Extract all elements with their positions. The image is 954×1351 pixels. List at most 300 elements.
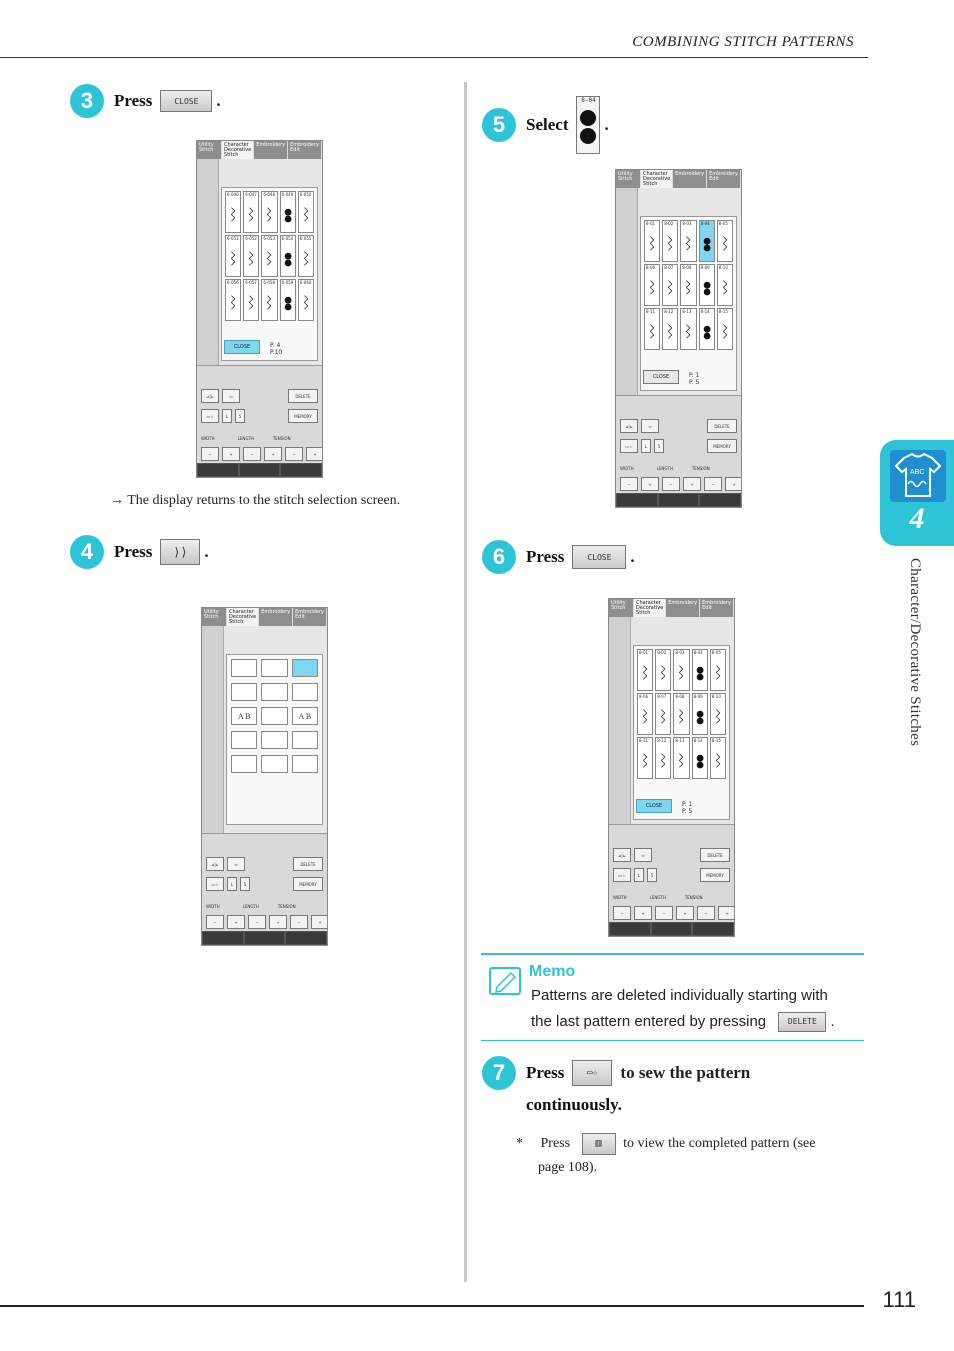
lcd-screen-category-select (201, 607, 328, 946)
memory-key[interactable]: MEMORY (293, 877, 323, 891)
satin-dots-icon (578, 104, 598, 148)
needle-key[interactable]: ⇦ (641, 419, 659, 433)
continuous-key[interactable]: ▭☆ (613, 868, 631, 882)
page-indicator: P. 1 P. 5 (689, 372, 700, 386)
stitch-cell[interactable] (243, 191, 259, 233)
minus-key[interactable]: − (248, 915, 266, 929)
stitch-cell[interactable] (644, 308, 660, 350)
stitch-cell[interactable] (662, 264, 678, 306)
page-number: 111 (882, 1287, 916, 1312)
stitch-cell[interactable] (673, 649, 689, 691)
lcd-bottom-controls (202, 833, 327, 945)
category-button[interactable] (292, 659, 318, 677)
page-indicator: P. 4 P.10 (270, 342, 283, 356)
minus-key[interactable]: − (285, 447, 303, 461)
stitch-pattern-icon (683, 229, 693, 259)
mirror-key[interactable]: ⊿|⊾ (613, 848, 631, 862)
memo-line-1: Patterns are deleted individually starting with (531, 987, 828, 1004)
header-rule (0, 57, 868, 58)
stitch-pattern-icon (264, 244, 274, 274)
chapter-side-label: Character/Decorative Stitches (907, 558, 923, 747)
stitch-code: 8-14 (700, 309, 710, 314)
delete-key[interactable]: DELETE (700, 848, 730, 862)
stitch-cell[interactable] (662, 220, 678, 262)
stitch-pattern-icon (713, 658, 723, 688)
svg-text:ABC: ABC (910, 469, 925, 476)
stitch-pattern-icon (647, 229, 657, 259)
stitch-pattern-icon (720, 273, 730, 303)
category-button[interactable] (231, 731, 257, 749)
step-text-after: to sew the pattern (620, 1063, 751, 1082)
minus-key[interactable]: − (655, 906, 673, 920)
stitch-cell[interactable] (243, 279, 259, 321)
stitch-cell[interactable] (280, 235, 296, 277)
category-button[interactable] (292, 683, 318, 701)
stitch-pattern-icon (246, 244, 256, 274)
stitch-pattern-icon (658, 658, 668, 688)
tab-embroidery[interactable]: Embroidery (254, 141, 288, 159)
s-key[interactable]: 5 (235, 409, 245, 423)
needle-key[interactable]: ⇦ (222, 389, 240, 403)
stitch-cell[interactable] (710, 737, 726, 779)
lcd-footbar (202, 931, 327, 945)
stitch-cell[interactable] (644, 220, 660, 262)
stitch-pattern-icon (676, 702, 686, 732)
plus-key[interactable]: + (725, 477, 742, 491)
stitch-pattern-icon (283, 244, 293, 274)
stitch-cell[interactable] (717, 220, 733, 262)
stitch-pattern-icon (658, 702, 668, 732)
lcd-close-button[interactable]: CLOSE (643, 370, 679, 384)
chapter-tab[interactable] (880, 440, 954, 546)
stitch-code: 8-01 (646, 221, 656, 226)
minus-key[interactable]: − (201, 447, 219, 461)
stitch-pattern-icon (246, 288, 256, 318)
stitch-pattern-icon (283, 200, 293, 230)
width-label: WIDTH (620, 465, 634, 471)
plus-key[interactable]: + (269, 915, 287, 929)
step-number: 7 (482, 1056, 516, 1090)
stitch-cell[interactable] (717, 264, 733, 306)
lcd-screen-stitch-select-a (196, 140, 323, 478)
step-number: 5 (482, 108, 516, 142)
lcd-tabs (202, 608, 327, 626)
step-4 (70, 535, 209, 569)
lcd-leftbar (197, 159, 219, 365)
stitch-pattern-icon (695, 702, 705, 732)
category-button[interactable] (261, 659, 287, 677)
stitch-code: 8-10 (718, 265, 728, 270)
stitch-code: 6-047 (245, 192, 257, 197)
stitch-pattern-icon (301, 200, 311, 230)
memo-line-2 (531, 1009, 861, 1035)
stitch-code: 8-11 (646, 309, 656, 314)
stitch-pattern-icon (720, 229, 730, 259)
lcd-close-button[interactable]: CLOSE (636, 799, 672, 813)
l-key[interactable]: L (641, 439, 651, 453)
stitch-pattern-icon (647, 317, 657, 347)
step-3 (70, 84, 221, 118)
mirror-key[interactable]: ⊿|⊾ (206, 857, 224, 871)
stitch-cell[interactable] (298, 191, 314, 233)
step-7-line-2: continuously. (526, 1095, 622, 1114)
stitch-code: 8-12 (657, 738, 667, 743)
stitch-pattern-icon (665, 229, 675, 259)
delete-key[interactable]: DELETE (288, 389, 318, 403)
plus-key[interactable]: + (718, 906, 735, 920)
view-pattern-button[interactable]: ▥ (582, 1133, 616, 1155)
l-key[interactable]: L (222, 409, 232, 423)
note-bullet: * (516, 1136, 523, 1151)
stitch-cell[interactable] (699, 220, 715, 262)
length-label: LENGTH (242, 903, 259, 909)
stitch-pattern-icon (702, 229, 712, 259)
stitch-cell[interactable] (261, 279, 277, 321)
stitch-code: 6-050 (299, 192, 312, 197)
lcd-tabs (616, 170, 741, 188)
step-6 (482, 540, 635, 574)
memory-key[interactable]: MEMORY (707, 439, 737, 453)
width-label: WIDTH (613, 894, 627, 900)
step-period: . (630, 547, 635, 566)
plus-key[interactable]: + (311, 915, 328, 929)
step-5 (482, 96, 609, 154)
stitch-pattern-icon (665, 317, 675, 347)
footer-rule (0, 1305, 864, 1307)
stitch-pattern-icon (665, 273, 675, 303)
tab-utility[interactable]: Utility Stitch (197, 141, 222, 159)
note-post: to view the completed pattern (see (623, 1136, 816, 1151)
stitch-8-04-button[interactable] (576, 96, 600, 154)
stitch-cell[interactable] (673, 693, 689, 735)
category-button[interactable] (292, 755, 318, 773)
length-label: LENGTH (237, 435, 254, 441)
memory-key[interactable]: MEMORY (288, 409, 318, 423)
lcd-footbar (616, 493, 741, 507)
stitch-pattern-icon (702, 273, 712, 303)
length-label: LENGTH (649, 894, 666, 900)
stitch-pattern-icon (676, 658, 686, 688)
stitch-code: 6-046 (227, 192, 239, 197)
stitch-code: 8-05 (718, 221, 728, 226)
tab-embroidery[interactable]: Embroidery (259, 608, 293, 626)
close-button[interactable]: CLOSE (572, 545, 626, 569)
stitch-code: 6-053 (263, 236, 276, 241)
stitch-pattern-icon (640, 658, 650, 688)
stitch-cell[interactable] (225, 191, 241, 233)
stitch-cell[interactable] (298, 279, 314, 321)
category-button[interactable]: A B (231, 707, 257, 725)
tab-embroidery[interactable]: Embroidery (666, 599, 700, 617)
stitch-cell[interactable] (225, 235, 241, 277)
plus-key[interactable]: + (306, 447, 323, 461)
close-button[interactable]: CLOSE (160, 90, 212, 112)
tab-embroidery-edit[interactable]: Embroidery Edit (288, 141, 322, 159)
stitch-code: 8-12 (664, 309, 674, 314)
stitch-cell[interactable] (717, 308, 733, 350)
stitch-code: 8-03 (682, 221, 692, 226)
plus-key[interactable]: + (683, 477, 701, 491)
column-divider (464, 82, 467, 1282)
memo-text (531, 983, 861, 1035)
s-key[interactable]: 5 (240, 877, 250, 891)
stitch-panel (633, 645, 730, 820)
lcd-leftbar (202, 626, 224, 833)
memo-pencil-icon (489, 967, 521, 995)
stitch-code: 8-06 (639, 694, 649, 699)
stitch-cell[interactable] (680, 264, 696, 306)
page-indicator: P. 1 P. 5 (682, 801, 693, 815)
lcd-tabs (197, 141, 322, 159)
step-7-note (516, 1132, 856, 1180)
stitch-code: 8-14 (693, 738, 703, 743)
stitch-cell[interactable] (699, 308, 715, 350)
stitch-code: 8-07 (664, 265, 674, 270)
length-label: LENGTH (656, 465, 673, 471)
stitch-cell[interactable] (655, 693, 671, 735)
s-key[interactable]: 5 (654, 439, 664, 453)
stitch-pattern-icon (683, 273, 693, 303)
stitch-cell[interactable] (637, 649, 653, 691)
continuous-key[interactable]: ▭☆ (201, 409, 219, 423)
memory-key[interactable]: MEMORY (700, 868, 730, 882)
stitch-panel (221, 187, 318, 361)
stitch-pattern-icon (301, 244, 311, 274)
stitch-cell[interactable] (261, 235, 277, 277)
stitch-code: 6-056 (227, 280, 239, 285)
continuous-key[interactable]: ▭☆ (206, 877, 224, 891)
stitch-cell[interactable] (655, 737, 671, 779)
stitch-grid (644, 220, 733, 350)
stitch-cell[interactable] (280, 279, 296, 321)
stitch-pattern-icon (647, 273, 657, 303)
stitch-code: 8-05 (711, 650, 721, 655)
stitch-cell[interactable] (637, 737, 653, 779)
stitch-cell[interactable] (710, 693, 726, 735)
header-title: COMBINING STITCH PATTERNS (632, 34, 854, 50)
stitch-pattern-icon (720, 317, 730, 347)
stitch-pattern-icon (228, 244, 238, 274)
minus-key[interactable]: − (662, 477, 680, 491)
stitch-cell[interactable] (699, 264, 715, 306)
stitch-code: 6-059 (281, 280, 294, 285)
needle-key[interactable]: ⇦ (227, 857, 245, 871)
step-number: 4 (70, 535, 104, 569)
minus-key[interactable]: − (613, 906, 631, 920)
plus-key[interactable]: + (676, 906, 694, 920)
stitch-pattern-icon (713, 746, 723, 776)
category-grid (231, 659, 318, 773)
stitch-code: 8-13 (682, 309, 692, 314)
category-button[interactable] (231, 659, 257, 677)
lcd-screen-stitch-select-c (608, 598, 735, 937)
l-key[interactable]: L (634, 868, 644, 882)
stitch-code: 8-01 (639, 650, 649, 655)
stitch-code: 8-06 (646, 265, 656, 270)
stitch-cell[interactable] (298, 235, 314, 277)
lcd-close-button[interactable]: CLOSE (224, 340, 260, 354)
tab-embroidery-edit[interactable]: Embroidery Edit (700, 599, 734, 617)
stitch-cell[interactable] (692, 693, 708, 735)
stitch-cell[interactable] (662, 308, 678, 350)
stitch-pattern-icon (228, 288, 238, 318)
tab-utility[interactable]: Utility Stitch (609, 599, 634, 617)
tab-character[interactable]: Character Decorative Stitch (634, 599, 666, 617)
stitch-cell[interactable] (280, 191, 296, 233)
tab-character[interactable]: Character Decorative Stitch (222, 141, 254, 159)
category-button[interactable] (261, 731, 287, 749)
stitch-pattern-icon (246, 200, 256, 230)
stitch-pattern-icon (228, 200, 238, 230)
stitch-cell[interactable] (692, 737, 708, 779)
delete-key[interactable]: DELETE (293, 857, 323, 871)
stitch-pattern-icon (264, 288, 274, 318)
tab-embroidery-edit[interactable]: Embroidery Edit (707, 170, 741, 188)
stitch-pattern-icon (713, 702, 723, 732)
stitch-code: 8-13 (675, 738, 685, 743)
stitch-code: 8-04 (700, 221, 710, 226)
minus-key[interactable]: − (206, 915, 224, 929)
stitch-code: 6-055 (299, 236, 312, 241)
continuous-sew-button[interactable]: ▭☆ (572, 1060, 612, 1086)
minus-key[interactable]: − (704, 477, 722, 491)
category-button[interactable] (261, 707, 287, 725)
needle-key[interactable]: ⇦ (634, 848, 652, 862)
continuous-key[interactable]: ▭☆ (620, 439, 638, 453)
lcd-footbar (197, 463, 322, 477)
lcd-screen-stitch-select-b (615, 169, 742, 508)
memo-period: . (830, 1013, 835, 1030)
stitch-pattern-icon (283, 288, 293, 318)
stitch-cell[interactable] (655, 649, 671, 691)
stitch-cell[interactable] (225, 279, 241, 321)
stitch-code: 8-04 (693, 650, 703, 655)
step-text: Press (114, 91, 153, 110)
step-period: . (216, 91, 221, 110)
minus-key[interactable]: − (620, 477, 638, 491)
category-button[interactable] (261, 683, 287, 701)
decorative-category-button[interactable]: ⟩⟩ (160, 539, 200, 565)
chapter-number: 4 (909, 502, 925, 535)
plus-key[interactable]: + (641, 477, 659, 491)
stitch-code: 6-051 (227, 236, 239, 241)
note-line-2: page 108). (538, 1160, 598, 1175)
plus-key[interactable]: + (264, 447, 282, 461)
stitch-panel (640, 216, 737, 391)
stitch-cell[interactable] (673, 737, 689, 779)
category-button[interactable]: A B (292, 707, 318, 725)
lcd-bottom-controls (616, 395, 741, 507)
lcd-leftbar (616, 188, 638, 395)
tab-utility[interactable]: Utility Stitch (616, 170, 641, 188)
plus-key[interactable]: + (222, 447, 240, 461)
category-button[interactable] (292, 731, 318, 749)
stitch-grid (637, 649, 726, 779)
stitch-code: 6-054 (281, 236, 294, 241)
stitch-pattern-icon (640, 746, 650, 776)
mirror-key[interactable]: ⊿|⊾ (620, 419, 638, 433)
tab-character[interactable]: Character Decorative Stitch (641, 170, 673, 188)
tab-embroidery[interactable]: Embroidery (673, 170, 707, 188)
step-text: Select (526, 115, 569, 134)
memo-title: Memo (529, 963, 576, 980)
step-7 (482, 1056, 750, 1090)
s-key[interactable]: 5 (647, 868, 657, 882)
step-text: Press (526, 1063, 565, 1082)
mirror-key[interactable]: ⊿|⊾ (201, 389, 219, 403)
stitch-cell[interactable] (243, 235, 259, 277)
tab-utility[interactable]: Utility Stitch (202, 608, 227, 626)
minus-key[interactable]: − (243, 447, 261, 461)
step-period: . (604, 115, 609, 134)
tab-character[interactable]: Character Decorative Stitch (227, 608, 259, 626)
stitch-cell[interactable] (680, 220, 696, 262)
stitch-code: 6-048 (263, 192, 276, 197)
lcd-bottom-controls (197, 365, 322, 477)
category-button[interactable] (231, 683, 257, 701)
tension-label: TENSION (691, 465, 710, 471)
stitch-cell[interactable] (637, 693, 653, 735)
lcd-footbar (609, 922, 734, 936)
stitch-pattern-icon (695, 746, 705, 776)
delete-key[interactable]: DELETE (707, 419, 737, 433)
stitch-pattern-icon (640, 702, 650, 732)
minus-key[interactable]: − (290, 915, 308, 929)
stitch-code: 6-058 (263, 280, 276, 285)
category-button[interactable] (261, 755, 287, 773)
memo-box (481, 953, 864, 1041)
stitch-code: 8-11 (639, 738, 649, 743)
stitch-cell[interactable] (261, 191, 277, 233)
tab-embroidery-edit[interactable]: Embroidery Edit (293, 608, 327, 626)
l-key[interactable]: L (227, 877, 237, 891)
stitch-cell[interactable] (680, 308, 696, 350)
stitch-cell[interactable] (644, 264, 660, 306)
stitch-pattern-icon (702, 317, 712, 347)
stitch-pattern-icon (683, 317, 693, 347)
step-text: Press (526, 547, 565, 566)
stitch-code: 8-10 (711, 694, 721, 699)
stitch-code: 8-02 (657, 650, 667, 655)
lcd-bottom-controls (609, 824, 734, 936)
stitch-code: 8-08 (675, 694, 685, 699)
category-button[interactable] (231, 755, 257, 773)
width-label: WIDTH (206, 903, 220, 909)
memo-line-2-text: the last pattern entered by pressing (531, 1013, 767, 1030)
plus-key[interactable]: + (227, 915, 245, 929)
stitch-code: 8-15 (711, 738, 721, 743)
abc-shirt-icon (890, 450, 946, 502)
stitch-code: 8-09 (693, 694, 703, 699)
stitch-cell[interactable] (692, 649, 708, 691)
width-label: WIDTH (201, 435, 215, 441)
delete-button[interactable]: DELETE (778, 1012, 826, 1032)
stitch-pattern-icon (695, 658, 705, 688)
stitch-cell[interactable] (710, 649, 726, 691)
step-number: 3 (70, 84, 104, 118)
stitch-code: 6-052 (245, 236, 257, 241)
tension-label: TENSION (684, 894, 703, 900)
stitch-code: 8-02 (664, 221, 674, 226)
stitch-code: 8-03 (675, 650, 685, 655)
stitch-code: 8-08 (682, 265, 692, 270)
stitch-code: 6-049 (281, 192, 294, 197)
stitch-grid (225, 191, 314, 321)
step-text: Press (114, 542, 153, 561)
minus-key[interactable]: − (697, 906, 715, 920)
step-period: . (204, 542, 209, 561)
plus-key[interactable]: + (634, 906, 652, 920)
